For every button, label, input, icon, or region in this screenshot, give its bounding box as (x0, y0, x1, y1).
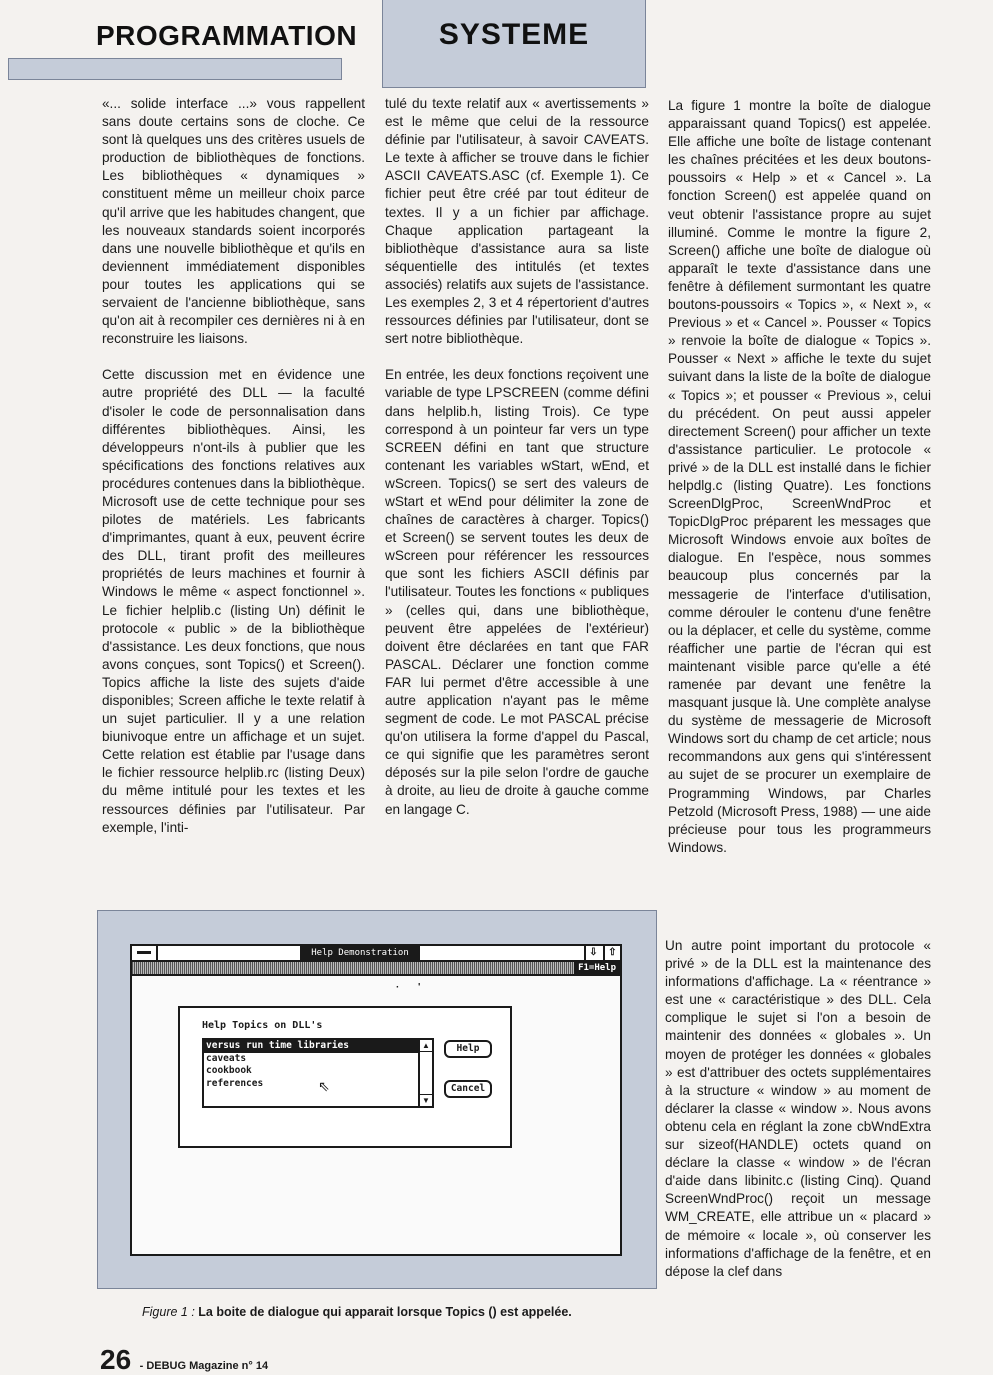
list-item[interactable]: references (206, 1077, 264, 1089)
mouse-cursor-icon: ⇖ (318, 1078, 330, 1094)
figure-caption-text: La boite de dialogue qui apparait lorsque Topics () est appelée. (198, 1305, 572, 1319)
dialog-title: Help Topics on DLL's (202, 1020, 323, 1031)
paragraph: En entrée, les deux fonctions reçoivent une variable de type LPSCREEN (comme défini dans helplib.h, listing Trois). Ce type correspond à un pointeur far vers un type SCREEN défini en tant que structure contenant les variables wStart, wEnd, et wScreen. Topics() se sert des valeurs de wStart et wEnd pour délimiter la zone de chaînes de caractères à charger. Topics() et Screen() se servent toutes les deux de wScreen pour référencer les ressources que sont les fichiers ASCII définis par l'utilisateur. Toutes les fonctions « publiques » (celles qui, dans une bibliothèque, peuvent être appelées de l'extérieur) doivent être déclarées en tant que FAR PASCAL. Déclarer une fonction comme FAR lui permet d'être accessible à une autre application n'ayant pas le même segment de code. Le mot PASCAL précise qu'on utilisera la forme d'appel du Pascal, ce qui signifie que les paramètres seront déposés sur la pile selon l'ordre de gauche à droite, au lieu de droite à gauche comme en langage C. (385, 367, 649, 817)
section-title-systeme: SYSTEME (438, 18, 590, 51)
header-bar (8, 58, 342, 80)
scrollbar[interactable] (418, 1040, 432, 1106)
figure-screenshot (130, 944, 622, 1256)
figure-caption-label: Figure 1 : (142, 1305, 195, 1319)
paragraph: La figure 1 montre la boîte de dialogue apparaissant quand Topics() est appelée. Elle affiche une boîte de listage contenant les chaînes précitées et les deux boutons-poussoirs « Help » et « Cancel ». La fonction Screen() est appelée quand on veut obtenir l'assistance propre au sujet illuminé. Comme le montre la figure 2, Screen() affiche une boîte de dialogue où apparaît le texte d'assistance dans une fenêtre à défilement surmontant les quatre boutons-poussoirs « Topics », « Next », « Previous » et « Cancel ». Pousser « Topics » renvoie la boîte de dialogue « Topics ». Pousser « Next » affiche le texte du sujet suivant dans la liste de la boîte de dialogue « Topics »; et pousser « Previous », celui du précédent. On peut aussi appeler directement Screen() pour afficher un texte d'assistance particulier. Le protocole « privé » de la DLL est installé dans le fichier helpdlg.c (listing Quatre). Les fonctions ScreenDlgProc, ScreenWndProc et TopicDlgProc préparent les messages que Microsoft Windows envoie aux boîtes de dialogue. En l'espèce, nous sommes beaucoup plus concernés par la messagerie de l'interface d'utilisation, comme dérouler le contenu d'une fenêtre ou la déplacer, et celle du système, comme réafficher une partie de l'écran qui est maintenant visible parce qu'elle a été ramenée par devant une fenêtre la masquant jusque là. Une complète analyse du système de messagerie de Microsoft Windows sort du champ de cet article; nous recommandons aux gens qui s'intéressent au sujet de se procurer un exemplaire de Programming Windows, par Charles Petzold (Microsoft Press, 1988) — une aide précieuse pour tous les programmeurs Windows. (668, 98, 931, 855)
page-number: 26 (100, 1344, 132, 1375)
paragraph: Un autre point important du protocole « privé » de la DLL est la maintenance des informations d'affichage. La « réentrance » est une « caractéristique » des DLL. Cela complique le sujet si l'on a besoin de maintenir des données « globales ». Un moyen de protéger les données « globales » est d'attribuer des octets supplémentaires à la structure « window » au moment de déclarer la classe « window ». Nous avons obtenu cela en réglant la zone cbWndExtra sur sizeof(HANDLE) octets quand on déclare la classe « window » de l'écran d'aide dans libinitc.c (listing Cinq). Quand ScreenWndProc() reçoit un message WM_CREATE, elle attribue un « placard » de mémoire « locale », où conserver les informations d'affichage de la fenêtre, et en dépose la clef dans (665, 938, 931, 1279)
window-title: Help Demonstration (300, 946, 420, 960)
paragraph: Cette discussion met en évidence une autre propriété des DLL — la faculté d'isoler le code de personnalisation dans différentes bibliothèques. Ainsi, les développeurs n'ont-ils à publier que les spécifications des fonctions relatives aux procédures contenues dans la bibliothèque. Microsoft use de cette technique pour ses pilotes de matériels. Les fabricants d'imprimantes, quant à eux, peuvent écrire des DLL, tirant profit des meilleures propriétés de leurs machines et fournir à Windows le même « aspect fonctionnel ». Le fichier helplib.c (listing Un) définit le protocole « public » de la bibliothèque d'assistance. Les deux fonctions, que nous avons conçues, sont Topics() et Screen(). Topics affiche la liste des sujets d'aide disponibles; Screen affiche le texte relatif à un sujet particulier. Il y a une relation biunivoque entre un affichage et un sujet. Cette relation est établie par l'usage dans le fichier ressource helplib.rc (listing Deux) du même intitulé pour les textes et les ressources définies par l'utilisateur. Par exemple, l'inti- (102, 367, 366, 835)
dot-mark: · (396, 982, 400, 993)
header-left (8, 0, 382, 82)
system-menu-icon[interactable] (132, 946, 158, 960)
maximize-icon[interactable]: ⇧ (603, 946, 620, 960)
menu-bar (132, 962, 620, 976)
help-button[interactable]: Help (444, 1040, 492, 1058)
scroll-up-icon[interactable]: ▲ (420, 1040, 432, 1052)
paragraph: «... solide interface ...» vous rappellent sans doute certains sons de cloche. Ce sont là quelques uns des critères usuels de production de bibliothèques de fonctions. Les bibliothèques « dynamiques » constituent même un meilleur choix parce qu'il arrive que les habitudes changent, que les nouveaux standards soient incorporés dans une nouvelle bibliothèque et qu'ils en deviennent immédiatement disponibles pour toutes les applications qui se servaient de l'ancienne bibliothèque, sans qu'on ait à recompiler ces dernières ni à en reconstruire les liaisons. (102, 96, 365, 347)
header-right (382, 0, 646, 88)
text-column-3-continued (665, 937, 931, 1299)
window-title-bar (132, 946, 620, 962)
text-column-2 (385, 95, 649, 837)
list-item[interactable]: versus run time libraries (204, 1040, 420, 1053)
text-column-1 (102, 95, 365, 855)
dot-mark: ' (418, 982, 421, 993)
text-column-3 (668, 97, 931, 875)
list-item[interactable]: caveats (206, 1052, 247, 1064)
cancel-button[interactable]: Cancel (444, 1080, 492, 1098)
scroll-down-icon[interactable]: ▼ (420, 1094, 432, 1106)
help-topics-dialog (178, 1006, 512, 1148)
minimize-icon[interactable]: ⇩ (584, 946, 601, 960)
magazine-name: - DEBUG Magazine n° 14 (139, 1360, 269, 1372)
section-title-programmation: PROGRAMMATION (96, 20, 358, 51)
page-footer (100, 1344, 268, 1375)
paragraph: tulé du texte relatif aux « avertissements » est le même que celui de la ressource définie par l'utilisateur, à savoir CAVEATS. Le texte à afficher se trouve dans le fichier ASCII CAVEATS.ASC (cf. Exemple 1). Ce fichier peut être créé par tout éditeur de textes. Il y a un fichier par affichage. Chaque application partageant la bibliothèque d'assistance aura sa liste séquentielle des intitulés (et textes associés) relatifs aux sujets de l'assistance. Les exemples 2, 3 et 4 répertorient d'autres ressources définies par l'utilisateur, dont se sert notre bibliothèque. (385, 96, 649, 347)
list-item[interactable]: cookbook (206, 1065, 252, 1076)
topics-listbox[interactable] (202, 1038, 434, 1108)
menu-item-help[interactable]: F1=Help (574, 962, 620, 974)
figure-caption (142, 1305, 572, 1319)
